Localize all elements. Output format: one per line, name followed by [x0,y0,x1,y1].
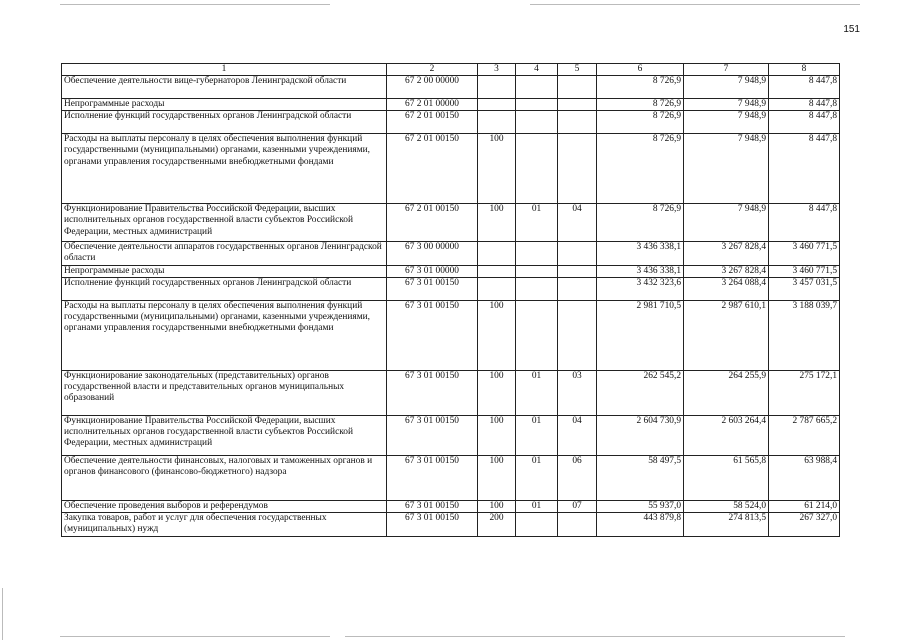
row-value-year2: 274 813,5 [684,513,769,537]
table-row [62,277,840,300]
row-value-year3: 8 447,8 [769,111,840,134]
row-vr [478,242,516,265]
row-pr [558,242,597,265]
row-value-year1: 8 726,9 [597,76,684,99]
row-name: Непрограммные расходы [62,265,387,277]
table-row [62,415,840,455]
row-vr: 100 [478,370,516,415]
row-value-year3: 8 447,8 [769,76,840,99]
row-value-year1: 3 432 323,6 [597,277,684,300]
page-number: 151 [843,24,860,35]
row-rz [516,242,558,265]
row-value-year2: 264 255,9 [684,370,769,415]
row-code: 67 3 01 00150 [387,455,478,500]
row-code: 67 3 01 00150 [387,370,478,415]
row-value-year2: 7 948,9 [684,111,769,134]
row-name: Расходы на выплаты персоналу в целях обеспечения выполнения функций государственными (муниципальными) органами, казенными учреждениями, органами управления государственными внебюджетными фондами [62,134,387,204]
row-value-year1: 443 879,8 [597,513,684,537]
table-row [62,370,840,415]
row-value-year2: 61 565,8 [684,455,769,500]
row-pr [558,76,597,99]
row-rz [516,111,558,134]
row-value-year1: 58 497,5 [597,455,684,500]
row-name: Функционирование Правительства Российской Федерации, высших исполнительных органов государственной власти субъектов Российской Федерации, местных администраций [62,415,387,455]
budget-table [61,63,840,537]
row-rz [516,300,558,370]
row-name: Функционирование законодательных (представительных) органов государственной власти и представительных органов муниципальных образований [62,370,387,415]
row-value-year2: 7 948,9 [684,204,769,242]
row-vr: 100 [478,455,516,500]
row-name: Расходы на выплаты персоналу в целях обеспечения выполнения функций государственными (муниципальными) органами, казенными учреждениями, органами управления государственными внебюджетными фондами [62,300,387,370]
row-rz [516,265,558,277]
row-value-year2: 3 267 828,4 [684,265,769,277]
row-code: 67 3 01 00150 [387,300,478,370]
table-row [62,455,840,500]
row-rz [516,99,558,111]
table-row [62,265,840,277]
row-rz [516,277,558,300]
row-value-year3: 63 988,4 [769,455,840,500]
row-rz: 01 [516,500,558,512]
row-vr: 100 [478,204,516,242]
row-rz [516,76,558,99]
row-value-year3: 3 460 771,5 [769,242,840,265]
table-row [62,76,840,99]
table-row [62,111,840,134]
table-row [62,99,840,111]
row-value-year2: 3 264 088,4 [684,277,769,300]
column-header: 3 [478,64,516,76]
column-header: 2 [387,64,478,76]
row-code: 67 2 01 00150 [387,134,478,204]
scan-edge-bottom-left [60,636,330,637]
column-header: 6 [597,64,684,76]
scan-edge-bottom-right [345,636,845,637]
row-rz: 01 [516,370,558,415]
row-code: 67 2 01 00150 [387,204,478,242]
row-code: 67 3 01 00000 [387,265,478,277]
row-name: Обеспечение деятельности финансовых, налоговых и таможенных органов и органов финансового (финансово-бюджетного) надзора [62,455,387,500]
row-code: 67 2 01 00150 [387,111,478,134]
row-pr [558,265,597,277]
row-value-year1: 8 726,9 [597,111,684,134]
row-rz: 01 [516,415,558,455]
row-value-year1: 3 436 338,1 [597,265,684,277]
row-vr: 100 [478,500,516,512]
row-value-year2: 7 948,9 [684,76,769,99]
row-pr [558,99,597,111]
row-vr: 100 [478,134,516,204]
row-value-year1: 8 726,9 [597,204,684,242]
row-pr [558,513,597,537]
row-pr: 03 [558,370,597,415]
row-value-year3: 3 460 771,5 [769,265,840,277]
row-code: 67 2 00 00000 [387,76,478,99]
row-value-year3: 8 447,8 [769,134,840,204]
row-name: Закупка товаров, работ и услуг для обеспечения государственных (муниципальных) нужд [62,513,387,537]
row-value-year2: 7 948,9 [684,134,769,204]
row-name: Исполнение функций государственных органов Ленинградской области [62,277,387,300]
table-row [62,500,840,512]
row-value-year3: 267 327,0 [769,513,840,537]
row-name: Обеспечение деятельности вице-губернаторов Ленинградской области [62,76,387,99]
scan-edge-top-left [60,4,330,5]
row-code: 67 3 01 00150 [387,500,478,512]
row-name: Непрограммные расходы [62,99,387,111]
row-vr: 100 [478,300,516,370]
row-rz [516,513,558,537]
row-pr [558,111,597,134]
row-rz: 01 [516,455,558,500]
row-vr [478,277,516,300]
row-value-year3: 2 787 665,2 [769,415,840,455]
row-vr: 100 [478,415,516,455]
row-name: Исполнение функций государственных органов Ленинградской области [62,111,387,134]
row-value-year1: 2 981 710,5 [597,300,684,370]
row-pr [558,277,597,300]
row-value-year1: 262 545,2 [597,370,684,415]
row-vr [478,76,516,99]
row-value-year3: 8 447,8 [769,99,840,111]
row-value-year1: 8 726,9 [597,134,684,204]
row-code: 67 2 01 00000 [387,99,478,111]
row-value-year1: 3 436 338,1 [597,242,684,265]
row-vr: 200 [478,513,516,537]
row-value-year1: 2 604 730,9 [597,415,684,455]
row-code: 67 3 00 00000 [387,242,478,265]
row-vr [478,99,516,111]
table-row [62,300,840,370]
scan-edge-left [2,588,3,640]
table-row [62,513,840,537]
row-name: Обеспечение деятельности аппаратов государственных органов Ленинградской области [62,242,387,265]
row-pr: 07 [558,500,597,512]
table-row [62,242,840,265]
row-value-year2: 3 267 828,4 [684,242,769,265]
row-vr [478,265,516,277]
row-pr: 06 [558,455,597,500]
row-rz: 01 [516,204,558,242]
row-pr [558,300,597,370]
row-code: 67 3 01 00150 [387,415,478,455]
row-value-year3: 3 188 039,7 [769,300,840,370]
row-value-year1: 55 937,0 [597,500,684,512]
column-header: 8 [769,64,840,76]
row-vr [478,111,516,134]
row-pr: 04 [558,415,597,455]
row-pr: 04 [558,204,597,242]
row-pr [558,134,597,204]
row-name: Функционирование Правительства Российской Федерации, высших исполнительных органов государственной власти субъектов Российской Федерации, местных администраций [62,204,387,242]
table-row [62,204,840,242]
row-value-year3: 61 214,0 [769,500,840,512]
row-value-year3: 275 172,1 [769,370,840,415]
column-header: 5 [558,64,597,76]
row-value-year2: 58 524,0 [684,500,769,512]
row-code: 67 3 01 00150 [387,277,478,300]
row-name: Обеспечение проведения выборов и референдумов [62,500,387,512]
column-header: 1 [62,64,387,76]
row-value-year1: 8 726,9 [597,99,684,111]
row-value-year3: 3 457 031,5 [769,277,840,300]
row-code: 67 3 01 00150 [387,513,478,537]
row-value-year3: 8 447,8 [769,204,840,242]
table-header-row [62,64,840,76]
scan-edge-top-right [530,4,860,5]
column-header: 4 [516,64,558,76]
row-rz [516,134,558,204]
row-value-year2: 7 948,9 [684,99,769,111]
table-row [62,134,840,204]
row-value-year2: 2 603 264,4 [684,415,769,455]
row-value-year2: 2 987 610,1 [684,300,769,370]
column-header: 7 [684,64,769,76]
